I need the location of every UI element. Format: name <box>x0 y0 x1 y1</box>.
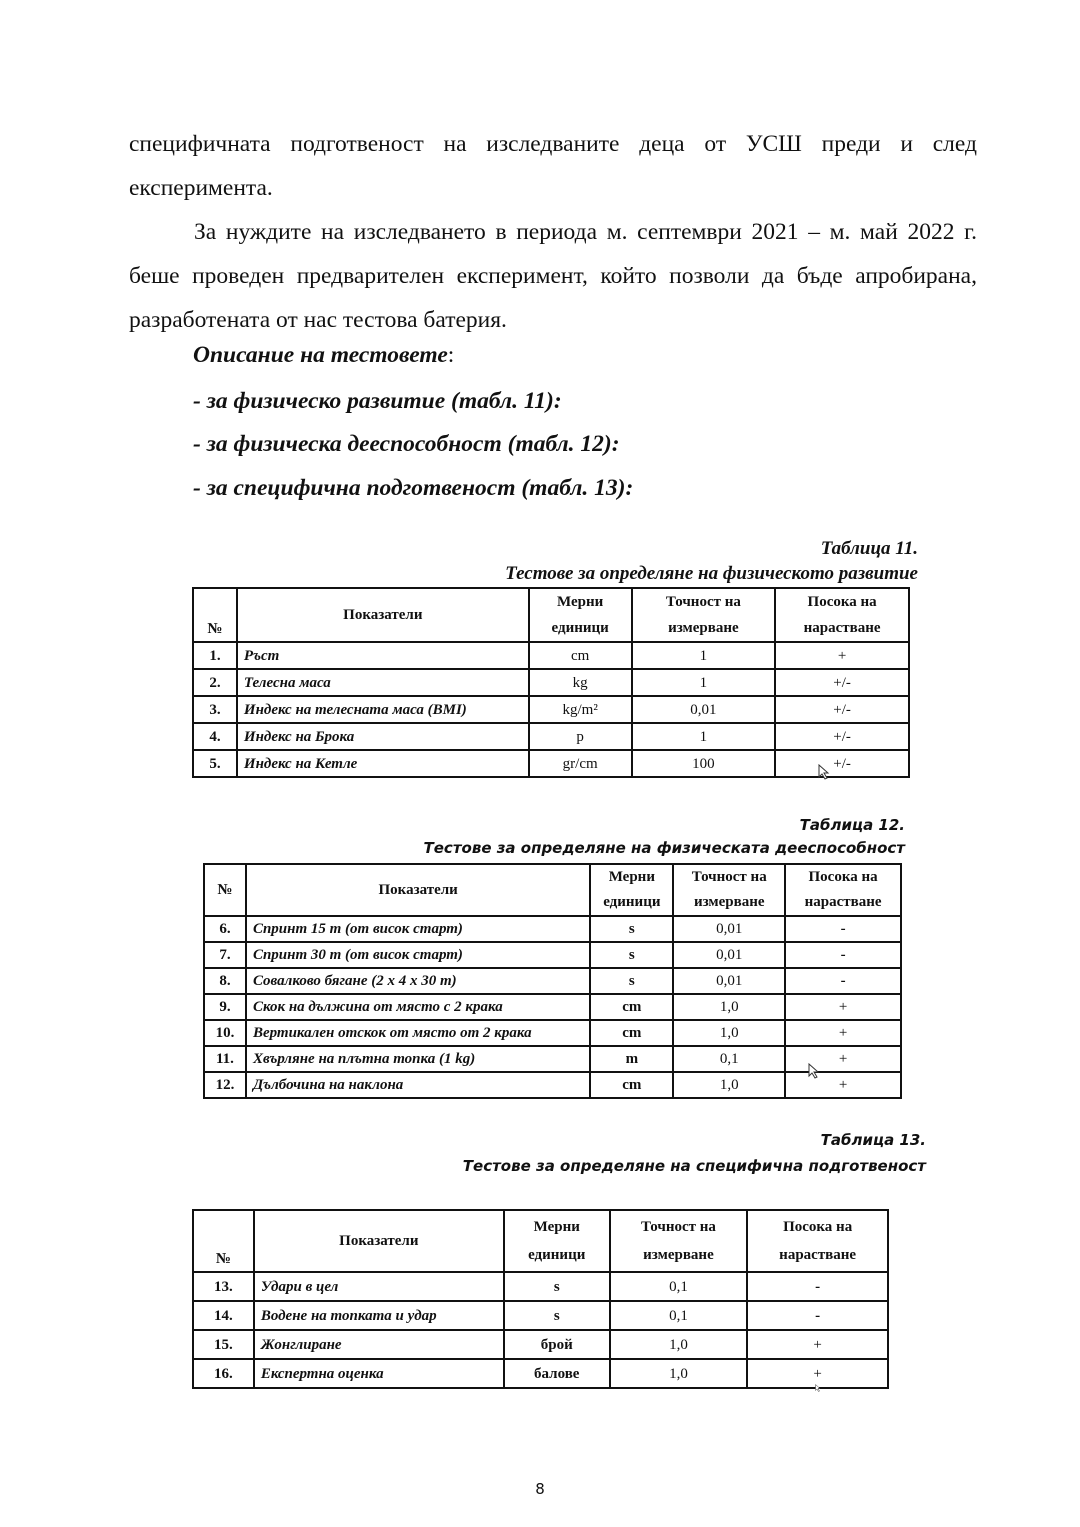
col-header-direction-line2: нарастване <box>779 1247 857 1263</box>
heading-physical-ability: - за физическа дееспособност (табл. 12): <box>193 431 620 457</box>
row-unit: m <box>590 1046 673 1072</box>
mouse-pointer-icon <box>814 1384 822 1392</box>
row-direction: +/- <box>775 723 909 750</box>
paragraph-2: За нуждите на изследването в периода м. септември 2021 – м. май 2022 г. беше проведен предварителен експеримент, който позволи да бъде апробирана, разработената от нас тестова батерия. <box>129 219 977 333</box>
row-accuracy: 1,0 <box>610 1330 748 1359</box>
table11-label: Таблица 11. <box>820 538 918 559</box>
row-unit: балове <box>504 1359 610 1388</box>
row-number: 3. <box>193 696 237 723</box>
row-indicator: Експертна оценка <box>254 1359 504 1388</box>
table-row <box>204 1046 901 1072</box>
paragraph-1: специфичната подготвеност на изследваните деца от УСШ преди и след експеримента. <box>129 131 977 201</box>
table-13 <box>192 1209 889 1389</box>
row-indicator: Индекс на Кетле <box>237 750 529 777</box>
table-12 <box>203 863 902 1099</box>
row-accuracy: 1 <box>632 723 776 750</box>
row-indicator: Дълбочина на наклона <box>246 1072 590 1098</box>
row-indicator: Вертикален отскок от място от 2 крака <box>246 1020 590 1046</box>
row-indicator: Совалково бягане (2 x 4 x 30 m) <box>246 968 590 994</box>
row-number: 10. <box>204 1020 246 1046</box>
col-header-indicators: Показатели <box>254 1210 504 1272</box>
table11-title: Тестове за определяне на физическото развитие <box>505 563 918 584</box>
col-header-direction-line2: нарастване <box>803 620 881 636</box>
row-unit: cm <box>529 642 632 669</box>
col-header-direction <box>747 1210 888 1272</box>
row-unit: s <box>504 1301 610 1330</box>
tests-description-heading <box>193 342 454 369</box>
row-accuracy: 1 <box>632 669 776 696</box>
row-number: 8. <box>204 968 246 994</box>
col-header-direction-line1: Посока на <box>783 1219 853 1235</box>
row-number: 2. <box>193 669 237 696</box>
row-accuracy: 100 <box>632 750 776 777</box>
row-number: 4. <box>193 723 237 750</box>
row-direction: - <box>747 1272 888 1301</box>
row-indicator: Индекс на телесната маса (BMI) <box>237 696 529 723</box>
table-row <box>193 642 909 669</box>
row-accuracy: 0,1 <box>610 1272 748 1301</box>
row-number: 1. <box>193 642 237 669</box>
col-header-direction-line2: нарастване <box>804 894 882 910</box>
col-header-direction-line1: Посока на <box>807 594 877 610</box>
col-header-units <box>529 588 632 642</box>
row-direction: + <box>785 1046 901 1072</box>
table13-title: Тестове за определяне на специфична подготвеност <box>462 1157 926 1175</box>
table-row <box>193 1330 888 1359</box>
col-header-num: № <box>193 1210 254 1272</box>
row-number: 7. <box>204 942 246 968</box>
col-header-num: № <box>204 864 246 916</box>
col-header-accuracy-line1: Точност на <box>691 869 767 885</box>
row-direction: + <box>747 1330 888 1359</box>
col-header-accuracy-line2: измерване <box>668 620 739 636</box>
row-indicator: Спринт 30 m (от висок старт) <box>246 942 590 968</box>
row-unit: брой <box>504 1330 610 1359</box>
row-direction: +/- <box>775 696 909 723</box>
mouse-pointer-icon <box>818 764 830 780</box>
row-unit: cm <box>590 1072 673 1098</box>
row-direction: + <box>775 642 909 669</box>
row-accuracy: 1 <box>632 642 776 669</box>
row-accuracy: 1,0 <box>673 1020 785 1046</box>
row-indicator: Спринт 15 m (от висок старт) <box>246 916 590 942</box>
row-accuracy: 1,0 <box>673 1072 785 1098</box>
mouse-pointer-icon <box>808 1063 820 1079</box>
tests-description-text: Описание на тестовете <box>193 342 448 368</box>
row-accuracy: 1,0 <box>610 1359 748 1388</box>
row-indicator: Телесна маса <box>237 669 529 696</box>
row-indicator: Водене на топката и удар <box>254 1301 504 1330</box>
table12-label: Таблица 12. <box>799 816 905 834</box>
col-header-units-line2: единици <box>551 620 609 636</box>
row-direction: + <box>785 1072 901 1098</box>
row-accuracy: 0,01 <box>673 916 785 942</box>
col-header-direction <box>785 864 901 916</box>
row-direction: - <box>747 1301 888 1330</box>
row-indicator: Хвърляне на плътна топка (1 kg) <box>246 1046 590 1072</box>
table-row <box>204 994 901 1020</box>
row-unit: cm <box>590 1020 673 1046</box>
row-direction: + <box>747 1359 888 1388</box>
row-unit: s <box>590 916 673 942</box>
row-number: 12. <box>204 1072 246 1098</box>
tests-description-colon: : <box>447 342 455 368</box>
table-11 <box>192 587 910 778</box>
heading-specific-preparedness: - за специфична подготвеност (табл. 13): <box>193 475 634 501</box>
row-direction: - <box>785 916 901 942</box>
row-number: 6. <box>204 916 246 942</box>
row-indicator: Жонглиране <box>254 1330 504 1359</box>
col-header-units <box>504 1210 610 1272</box>
row-accuracy: 1,0 <box>673 994 785 1020</box>
col-header-units-line2: единици <box>528 1247 586 1263</box>
row-unit: s <box>590 942 673 968</box>
col-header-units-line2: единици <box>603 894 661 910</box>
table-row <box>193 1359 888 1388</box>
row-accuracy: 0,01 <box>673 968 785 994</box>
table12-title: Тестове за определяне на физическата дееспособност <box>423 839 905 857</box>
row-number: 9. <box>204 994 246 1020</box>
col-header-accuracy-line2: измерване <box>643 1247 714 1263</box>
table-row <box>204 1020 901 1046</box>
table-row <box>193 669 909 696</box>
row-indicator: Скок на дължина от място с 2 крака <box>246 994 590 1020</box>
row-direction: + <box>785 1020 901 1046</box>
row-indicator: Индекс на Брока <box>237 723 529 750</box>
col-header-accuracy <box>673 864 785 916</box>
row-unit: cm <box>590 994 673 1020</box>
row-number: 16. <box>193 1359 254 1388</box>
row-direction: - <box>785 968 901 994</box>
table-header-row <box>193 1210 888 1272</box>
row-unit: kg/m² <box>529 696 632 723</box>
col-header-direction <box>775 588 909 642</box>
table-row <box>204 968 901 994</box>
col-header-accuracy-line1: Точност на <box>640 1219 716 1235</box>
col-header-units <box>590 864 673 916</box>
row-number: 14. <box>193 1301 254 1330</box>
col-header-accuracy <box>632 588 776 642</box>
row-unit: s <box>590 968 673 994</box>
table-header-row <box>193 588 909 642</box>
page-number: 8 <box>535 1480 545 1498</box>
row-direction: +/- <box>775 750 909 777</box>
row-number: 5. <box>193 750 237 777</box>
col-header-accuracy <box>610 1210 748 1272</box>
heading-physical-development: - за физическо развитие (табл. 11): <box>193 388 562 414</box>
row-indicator: Удари в цел <box>254 1272 504 1301</box>
table13-label: Таблица 13. <box>820 1131 926 1149</box>
row-accuracy: 0,01 <box>632 696 776 723</box>
row-accuracy: 0,1 <box>610 1301 748 1330</box>
col-header-indicators: Показатели <box>246 864 590 916</box>
table-row <box>204 916 901 942</box>
row-unit: p <box>529 723 632 750</box>
col-header-units-line1: Мерни <box>608 869 655 885</box>
table-row <box>193 750 909 777</box>
table-header-row <box>204 864 901 916</box>
row-number: 11. <box>204 1046 246 1072</box>
col-header-num: № <box>193 588 237 642</box>
col-header-units-line1: Мерни <box>533 1219 580 1235</box>
table-row <box>193 723 909 750</box>
row-number: 15. <box>193 1330 254 1359</box>
table-row <box>204 1072 901 1098</box>
row-unit: s <box>504 1272 610 1301</box>
row-unit: kg <box>529 669 632 696</box>
row-unit: gr/cm <box>529 750 632 777</box>
table-row <box>193 1272 888 1301</box>
col-header-direction-line1: Посока на <box>808 869 878 885</box>
col-header-units-line1: Мерни <box>557 594 604 610</box>
row-indicator: Ръст <box>237 642 529 669</box>
row-direction: +/- <box>775 669 909 696</box>
row-number: 13. <box>193 1272 254 1301</box>
row-accuracy: 0,1 <box>673 1046 785 1072</box>
row-direction: - <box>785 942 901 968</box>
col-header-accuracy-line2: измерване <box>693 894 765 910</box>
table-row <box>193 1301 888 1330</box>
table-row <box>204 942 901 968</box>
row-direction: + <box>785 994 901 1020</box>
table-row <box>193 696 909 723</box>
col-header-accuracy-line1: Точност на <box>665 594 741 610</box>
col-header-indicators: Показатели <box>237 588 529 642</box>
row-accuracy: 0,01 <box>673 942 785 968</box>
